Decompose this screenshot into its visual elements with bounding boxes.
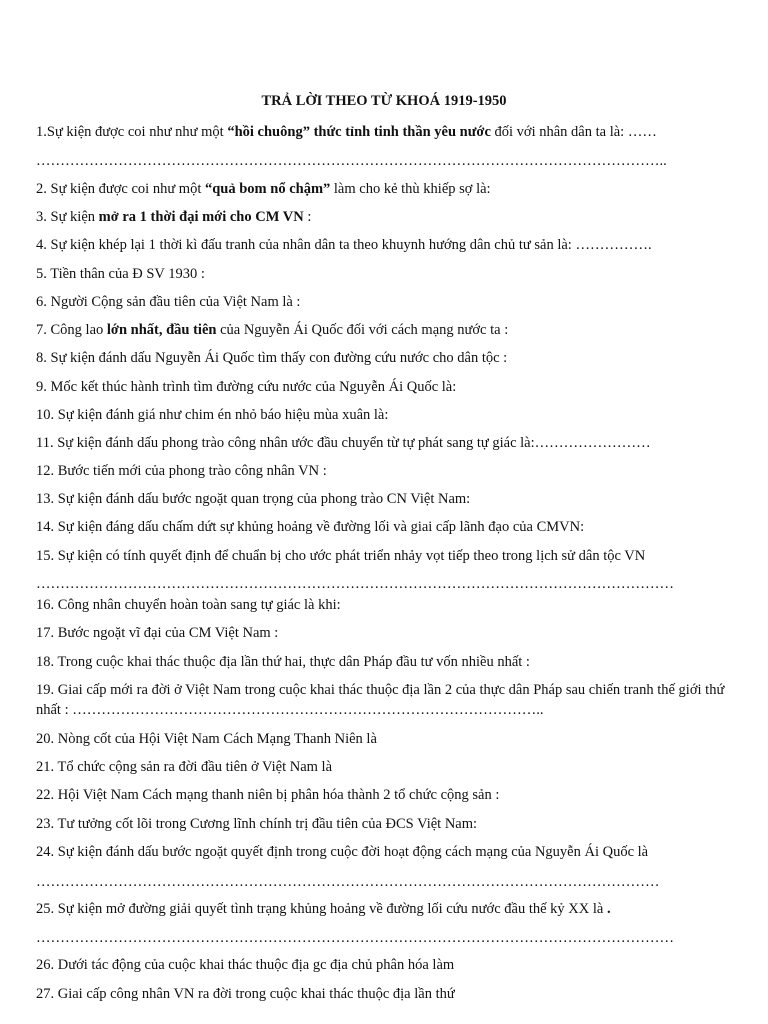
question-3: 3. Sự kiện mở ra 1 thời đại mới cho CM VN : [36, 209, 312, 225]
answer-line-15: …………………………………………………………………………………………………………………… [36, 576, 674, 592]
question-4: 4. Sự kiện khép lại 1 thời kì đấu tranh của nhân dân ta theo khuynh hướng dân chủ tư sản là: ……………. [36, 237, 652, 253]
page-title: TRẢ LỜI THEO TỪ KHOÁ 1919-1950 [261, 93, 507, 109]
question-2: 2. Sự kiện được coi như một “quả bom nổ chậm” làm cho kẻ thù khiếp sợ là: [36, 181, 491, 197]
answer-line-1: ………………………………………………………………………………………………………………….. [36, 153, 667, 169]
question-9: 9. Mốc kết thúc hành trình tìm đường cứu nước của Nguyễn Ái Quốc là: [36, 379, 457, 395]
question-25: 25. Sự kiện mở đường giải quyết tình trạng khủng hoảng về đường lối cứu nước đầu thế kỷ XX là . [36, 901, 611, 917]
answer-line-25: …………………………………………………………………………………………………………………… [36, 930, 674, 946]
question-27: 27. Giai cấp công nhân VN ra đời trong cuộc khai thác thuộc địa lần thứ [36, 986, 455, 1002]
question-24: 24. Sự kiện đánh dấu bước ngoặt quyết định trong cuộc đời hoạt động cách mạng của Nguyễn Ái Quốc là [36, 844, 649, 860]
question-6: 6. Người Cộng sản đầu tiên của Việt Nam là : [36, 294, 301, 310]
question-12: 12. Bước tiến mới của phong trào công nhân VN : [36, 463, 327, 479]
question-23: 23. Tư tưởng cốt lõi trong Cương lĩnh chính trị đầu tiên của ĐCS Việt Nam: [36, 816, 478, 832]
question-26: 26. Dưới tác động của cuộc khai thác thuộc địa gc địa chủ phân hóa làm [36, 957, 455, 973]
question-8: 8. Sự kiện đánh dấu Nguyễn Ái Quốc tìm thấy con đường cứu nước cho dân tộc : [36, 350, 508, 366]
question-17: 17. Bước ngoặt vĩ đại của CM Việt Nam : [36, 625, 279, 641]
question-7: 7. Công lao lớn nhất, đầu tiên của Nguyễn Ái Quốc đối với cách mạng nước ta : [36, 322, 509, 338]
question-13: 13. Sự kiện đánh dấu bước ngoặt quan trọng của phong trào CN Việt Nam: [36, 491, 471, 507]
question-19: 19. Giai cấp mới ra đời ở Việt Nam trong cuộc khai thác thuộc địa lần 2 của thực dân Pháp sau chiến tranh thế giới thứ nhất : …………………………………………………………………………………….. [36, 682, 725, 718]
question-21: 21. Tổ chức cộng sản ra đời đầu tiên ở Việt Nam là [36, 759, 333, 775]
question-20: 20. Nòng cốt của Hội Việt Nam Cách Mạng Thanh Niên là [36, 731, 377, 747]
question-11: 11. Sự kiện đánh dấu phong trào công nhân ước đầu chuyển từ tự phát sang tự giác là:…………………… [36, 435, 651, 451]
question-5: 5. Tiền thân của Đ SV 1930 : [36, 266, 205, 282]
answer-line-24: ………………………………………………………………………………………………………………… [36, 874, 660, 890]
question-14: 14. Sự kiện đáng dấu chấm dứt sự khủng hoảng về đường lối và giai cấp lãnh đạo của CMVN: [36, 519, 585, 535]
question-15: 15. Sự kiện có tính quyết định để chuẩn bị cho ước phát triển nhảy vọt tiếp theo trong lịch sử dân tộc VN [36, 548, 646, 564]
question-22: 22. Hội Việt Nam Cách mạng thanh niên bị phân hóa thành 2 tổ chức cộng sản : [36, 787, 500, 803]
question-18: 18. Trong cuộc khai thác thuộc địa lần thứ hai, thực dân Pháp đầu tư vốn nhiều nhất : [36, 654, 530, 670]
question-16: 16. Công nhân chuyển hoàn toàn sang tự giác là khi: [36, 597, 341, 613]
question-1: 1.Sự kiện được coi như như một “hồi chuông” thức tỉnh tinh thần yêu nước đối với nhân dân ta là: …… [36, 124, 657, 140]
question-10: 10. Sự kiện đánh giá như chim én nhỏ báo hiệu mùa xuân là: [36, 407, 389, 423]
